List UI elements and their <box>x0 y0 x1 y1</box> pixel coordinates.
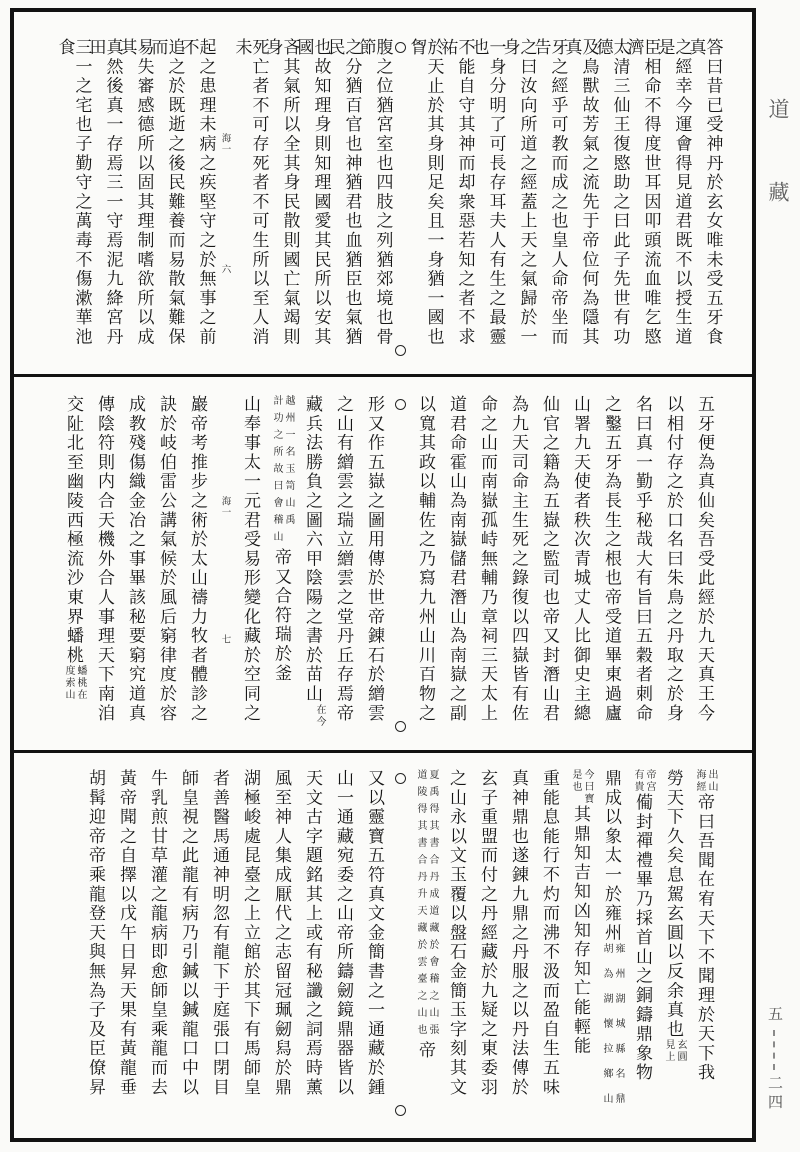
main-text-segment: 藏兵法勝負之圖六甲陰陽之書於苗山 <box>303 395 322 704</box>
text-column <box>538 395 561 742</box>
interlinear-note-segment <box>600 943 623 1118</box>
interlinear-note-segment <box>62 665 85 701</box>
text-column <box>500 38 537 366</box>
note-right-column: 蟠桃在 <box>75 665 86 702</box>
main-text-segment: 也故知理身則知理國愛其民所以安其國 <box>294 38 331 347</box>
text-column <box>562 38 599 366</box>
note-left-column: 見上 <box>663 1039 674 1064</box>
note-right-column: 帝宫 <box>644 769 655 793</box>
text-column <box>208 769 231 1126</box>
text-column <box>507 395 530 742</box>
main-text-segment: 三一之宅也子勤守之萬毒不傷漱華池食 <box>55 38 92 347</box>
main-text-segment: 重能息能行不灼而沸不汲而盈自生五味 <box>540 769 559 1098</box>
text-column <box>86 38 123 366</box>
main-text-segment: 之山永以文玉覆以盤石金簡玉字刻其文 <box>447 769 466 1098</box>
leaf-number: 二四 <box>766 1075 782 1113</box>
text-column <box>62 395 85 742</box>
text-column <box>146 769 169 1126</box>
interlinear-note-segment <box>693 769 716 793</box>
main-text-segment: 易失審感德所以固其理制嗜欲所以成其 <box>117 38 154 347</box>
text-column <box>507 769 530 1126</box>
main-text-segment: 死亡者不可存死者不可生所以至人消未 <box>232 38 269 347</box>
text-column <box>179 38 216 366</box>
main-text-segment: 巖帝考推步之術於太山禱力牧者體診之 <box>188 395 207 724</box>
text-column <box>631 769 654 1126</box>
interlinear-note-segment <box>414 769 437 1041</box>
main-text-segment: 之分猶百官也神猶君也血猶臣也氣猶民 <box>325 38 362 347</box>
text-column <box>569 395 592 742</box>
fold-mark-circle-icon <box>395 399 406 410</box>
fascicle-mark: 海一 <box>219 133 230 156</box>
band-bottom <box>14 750 752 1138</box>
note-right-column: 今曰寳 <box>582 769 593 805</box>
fold-mark-circle-icon <box>395 1105 406 1116</box>
interlinear-note-segment <box>569 769 592 805</box>
text-column <box>332 395 355 742</box>
text-column <box>569 769 592 1126</box>
note-right-column: 雍州湖城縣名鼎 <box>613 942 624 1118</box>
text-column <box>476 395 499 742</box>
fold-mark-circle-icon <box>395 773 406 784</box>
text-column <box>662 395 685 742</box>
text-column <box>414 769 437 1126</box>
note-right-column: 玄圓 <box>675 1039 686 1064</box>
text-column <box>301 395 324 742</box>
main-text-segment: 以寬其政以輔佐之乃寫九州山川百物之 <box>416 395 435 724</box>
text-column <box>445 769 468 1126</box>
text-column <box>476 769 499 1126</box>
main-text-segment: 形又作五嶽之圖用傳於世帝錬石於繒雲 <box>365 395 384 724</box>
main-text-segment: 帝又合符瑞於釜 <box>272 548 291 684</box>
text-column <box>414 395 437 742</box>
note-left-column: 海經 <box>694 769 705 793</box>
fold-marks-lane <box>394 395 406 742</box>
block-center-lane <box>217 395 231 742</box>
main-text-segment: 仙官之籍為五嶽之監司也帝又封潛山君 <box>540 395 559 724</box>
main-text-segment: 之鑿五牙為長生之根也帝受道畢東過廬 <box>602 395 621 724</box>
text-column <box>117 38 154 366</box>
text-column <box>469 38 506 366</box>
note-right-column: 夏禹得其書合丹成道藏於會稽之山張 <box>427 769 438 1041</box>
text-column <box>332 769 355 1126</box>
margin-collection-title: 道藏 <box>766 98 790 264</box>
text-column <box>407 38 444 366</box>
text-column <box>356 38 393 366</box>
main-text-segment: 胡髯迎帝帝乘龍登天與無為子及臣僚昇 <box>86 769 105 1098</box>
fold-mark-circle-icon <box>395 345 406 356</box>
main-text-segment: 為九天司命主生死之錄復以四嶽皆有佐 <box>509 395 528 724</box>
fascicle-mark: 海一 <box>219 495 230 518</box>
text-column <box>294 38 331 366</box>
main-text-segment: 以相付存之於口名曰朱鳥之丹取之於身 <box>664 395 683 724</box>
main-text-segment: 湖極峻處昆臺之上立館於其下有馬師皇 <box>241 769 260 1098</box>
main-text-segment: 真然後真一存焉三一守焉泥九絳宮丹田 <box>86 38 123 347</box>
text-column <box>155 395 178 742</box>
text-column <box>55 38 92 366</box>
note-left-column: 是也 <box>570 769 581 793</box>
main-text-segment: 臣相命不得度世耳因叩頭流血唯乞愍濟 <box>624 38 661 347</box>
main-text-segment: 山一通藏宛委之山帝所鑄劒鏡鼎器皆以 <box>334 769 353 1098</box>
text-column <box>600 395 623 742</box>
interlinear-note-segment <box>662 1039 685 1063</box>
main-text-segment: 黃帝聞之自擇以戊午日昇天果有黃龍垂 <box>117 769 136 1098</box>
text-column <box>301 769 324 1126</box>
text-column <box>84 769 107 1126</box>
note-left-column: 計功之所故曰會稽山 <box>271 395 282 548</box>
text-column <box>239 769 262 1126</box>
leaf-number-mark: 七 <box>219 634 230 646</box>
main-text-segment: 一身分明了可長存耳夫人有生之最靈也 <box>469 38 506 347</box>
text-column <box>686 38 723 366</box>
text-column <box>177 769 200 1126</box>
interlinear-note-segment <box>631 769 654 793</box>
text-column <box>662 769 685 1126</box>
main-text-segment: 之曰汝向所道之經蓋上天之氣歸於一身 <box>500 38 537 347</box>
text-column <box>148 38 185 366</box>
interlinear-note-segment <box>301 704 324 728</box>
text-column <box>363 769 386 1126</box>
main-text-segment: 山奉事太一元君受易形變化藏於空同之 <box>241 395 260 724</box>
text-column <box>624 38 661 366</box>
main-text-segment: 勞天下久矣息駕玄圓以反余真也 <box>664 769 683 1040</box>
volume-number: 五 <box>766 1006 782 1025</box>
margin-page-number <box>766 1006 781 1113</box>
main-text-segment: 僃封禪禮畢乃採首山之銅鑄鼎象物 <box>633 793 652 1083</box>
band-top <box>14 12 752 374</box>
main-text-segment: 帝曰吾聞在宥天下不聞理於天下我 <box>695 793 714 1083</box>
note-left-column: 度索山 <box>63 665 74 702</box>
note-right-column: 在今 <box>314 703 325 728</box>
main-text-segment: 道君命霍山為南嶽儲君潛山為南嶽之副 <box>447 395 466 724</box>
main-text-segment: 不能自守其神而却衆惡若知之者不求祐 <box>438 38 475 347</box>
main-text-segment: 山署九天使者秩次青城丈人比御史主總 <box>571 395 590 724</box>
text-column <box>600 769 623 1126</box>
text-column <box>270 769 293 1126</box>
main-text-segment: 之經幸今運會得見道君既不以授生道是 <box>655 38 692 347</box>
interlinear-note-segment <box>270 395 293 548</box>
text-column <box>655 38 692 366</box>
main-text-segment: 起之患理未病之疾堅守之於無事之前不 <box>179 38 216 347</box>
main-text-segment: 追之於既逝之後民難養而易散氣難保而 <box>148 38 185 347</box>
main-text-segment: 於天止於其身則足矣且一身猶一國也胷 <box>407 38 444 347</box>
main-text-segment: 名曰真一勤乎秘哉大有旨曰五穀者刺命 <box>633 395 652 724</box>
text-frame <box>10 8 756 1142</box>
page-number-divider <box>773 1030 775 1070</box>
text-column <box>124 395 147 742</box>
main-text-segment: 鼎成以象太一於雍州 <box>602 769 621 943</box>
main-text-segment: 天文古字題銘其上或有秘讖之詞焉時薰 <box>303 769 322 1098</box>
main-text-segment: 吝其氣所以全其身民散則國亡氣竭則身 <box>263 38 300 347</box>
text-column <box>93 395 116 742</box>
leaf-number-mark: 六 <box>219 264 230 276</box>
text-column <box>270 395 293 742</box>
note-left-column: 道陵得其書合丹升天藏於雲臺之山也 <box>415 769 426 1041</box>
main-text-segment: 命之山而南嶽孤峙無輔乃章祠三天太上 <box>478 395 497 724</box>
band-middle <box>14 374 752 750</box>
main-text-segment: 師皇視之此龍有病乃引鍼以鍼龍口中以 <box>179 769 198 1098</box>
note-left-column: 有貴 <box>632 769 643 793</box>
main-text-segment: 腹之位猶宮室也四肢之列猶郊境也骨節 <box>356 38 393 347</box>
text-column <box>531 38 568 366</box>
main-text-segment: 訣於岐伯雷公講氣候於風后窮律度於容 <box>157 395 176 724</box>
fold-marks-lane <box>394 38 406 366</box>
text-column <box>438 38 475 366</box>
main-text-segment: 真神鼎也遂錬九鼎之丹服之以丹法傳於 <box>509 769 528 1098</box>
main-text-segment: 及鳥獸故芳氣之流先于帝位何為隱其真 <box>562 38 599 347</box>
text-column <box>186 395 209 742</box>
text-column <box>631 395 654 742</box>
text-column <box>239 395 262 742</box>
main-text-segment: 風至神人集成厭代之志留冠珮劒舄於鼎 <box>272 769 291 1098</box>
text-column <box>363 395 386 742</box>
main-text-segment: 答曰昔已受神丹於玄女唯未受五牙食真 <box>686 38 723 347</box>
main-text-segment: 牛乳煎甘草灌之龍病即愈師皇乘龍而去 <box>148 769 167 1098</box>
main-text-segment: 玄子重盟而付之丹經藏於九疑之東委羽 <box>478 769 497 1098</box>
text-column <box>115 769 138 1126</box>
main-text-segment: 其鼎知吉知凶知存知亡能輕能 <box>571 805 590 1056</box>
text-column <box>693 395 716 742</box>
fold-mark-circle-icon <box>395 721 406 732</box>
text-column <box>693 769 716 1126</box>
main-text-segment: 成教殘傷織金冶之事畢該秘要窮究道真 <box>126 395 145 724</box>
main-text-segment: 之山有繒雲之瑞立繒雲之堂丹丘存焉帝 <box>334 395 353 724</box>
note-left-column <box>301 704 312 728</box>
note-left-column: 胡為湖懷拉鄉山 <box>601 942 612 1118</box>
main-text-segment: 傳陰符則内合天機外合人事理天下南洎 <box>95 395 114 724</box>
block-center-lane <box>217 38 231 366</box>
note-right-column: 出山 <box>706 769 717 793</box>
main-text-segment: 太清三仙王復愍助之曰此子先世有功德 <box>593 38 630 347</box>
note-right-column: 越州一名玉笥山禹 <box>283 395 294 531</box>
text-column <box>325 38 362 366</box>
main-text-segment: 牙之經乎可教而成之也皇人命帝坐而告 <box>531 38 568 347</box>
text-column <box>593 38 630 366</box>
main-text-segment: 帝 <box>416 1041 435 1061</box>
text-column <box>445 395 468 742</box>
main-text-segment: 者善醫馬通神明忽有龍下于庭張口閉目 <box>210 769 229 1098</box>
text-column <box>232 38 269 366</box>
main-text-segment: 又以靈寶五符真文金簡書之一通藏於鍾 <box>365 769 384 1098</box>
fold-mark-circle-icon <box>395 42 406 53</box>
text-column <box>263 38 300 366</box>
main-text-segment: 五牙便為真仙矣吾受此經於九天真王今 <box>695 395 714 724</box>
fold-marks-lane <box>394 769 406 1126</box>
text-column <box>538 769 561 1126</box>
main-text-segment: 交阯北至幽陵西極流沙東界蟠桃 <box>64 395 83 666</box>
